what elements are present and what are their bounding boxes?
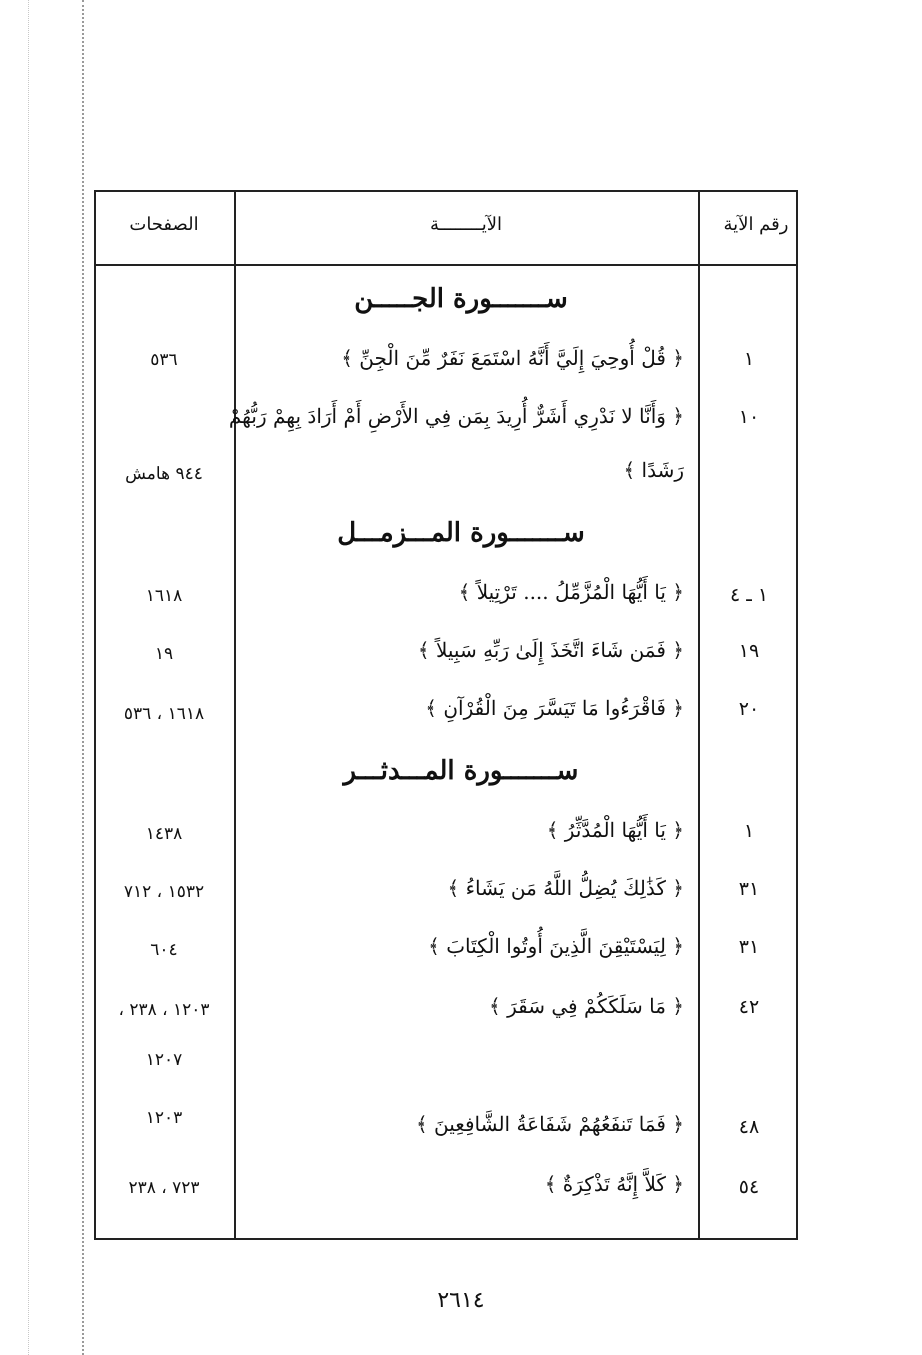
row-9-pages-line2: ١٢٠٧	[145, 1050, 183, 1070]
row-8-number: ٣١	[738, 936, 760, 958]
row-2-ayah-line1: ﴿ وَأَنَّا لا نَدْرِي أَشَرٌّ أُرِيدَ بِمَن فِي الأَرْضِ أَمْ أَرَادَ بِهِمْ رَبُّهُمْ	[228, 404, 684, 428]
row-1-ayah: ﴿ قُلْ أُوحِيَ إِلَيَّ أَنَّهُ اسْتَمَعَ نَفَرٌ مِّنَ الْجِنِّ ﴾	[341, 346, 684, 370]
scan-edge-dots	[82, 0, 84, 1355]
row-3-number: ١ ـ ٤	[729, 584, 769, 606]
row-11-number: ٥٤	[738, 1176, 760, 1198]
scan-edge-dots-outer	[28, 0, 29, 1355]
column-divider-pages	[234, 192, 236, 1238]
header-pages: الصفحات	[129, 214, 199, 235]
header-divider	[96, 264, 796, 266]
row-5-ayah: ﴿ فَاقْرَءُوا مَا تَيَسَّرَ مِنَ الْقُرْآنِ ﴾	[425, 696, 684, 720]
index-table	[94, 190, 798, 1240]
column-divider-number	[698, 192, 700, 1238]
row-1-number: ١	[743, 348, 755, 370]
row-10-pages: ١٢٠٣	[145, 1108, 183, 1128]
row-5-number: ٢٠	[738, 698, 760, 720]
row-9-number: ٤٢	[738, 996, 760, 1018]
row-9-pages-line1: ١٢٠٣ ، ٢٣٨ ،	[118, 1000, 210, 1020]
row-11-ayah: ﴿ كَلاَّ إِنَّهُ تَذْكِرَةٌ ﴾	[544, 1172, 684, 1196]
row-3-pages: ١٦١٨	[145, 586, 183, 606]
surah-title-jinn: ســـــــورة الجـــــن	[354, 284, 568, 314]
surah-title-muzzammil: ســـــــورة المـــزمـــل	[337, 518, 585, 548]
row-4-ayah: ﴿ فَمَن شَاءَ اتَّخَذَ إِلَىٰ رَبِّهِ سَبِيلاً ﴾	[417, 638, 684, 662]
row-6-number: ١	[743, 820, 755, 842]
page-number: ٢٦١٤	[437, 1288, 485, 1313]
row-6-ayah: ﴿ يَا أَيُّهَا الْمُدَّثِّرُ ﴾	[546, 818, 684, 842]
row-2-ayah-line2: رَشَدًا ﴾	[623, 458, 684, 482]
row-10-number: ٤٨	[738, 1116, 760, 1138]
row-6-pages: ١٤٣٨	[145, 824, 183, 844]
row-7-number: ٣١	[738, 878, 760, 900]
row-3-ayah: ﴿ يَا أَيُّهَا الْمُزَّمِّلُ .... تَرْتِيلاً ﴾	[458, 580, 684, 604]
row-8-ayah: ﴿ لِيَسْتَيْقِنَ الَّذِينَ أُوتُوا الْكِتَابَ ﴾	[428, 934, 684, 958]
row-4-pages: ١٩	[154, 644, 174, 664]
row-4-number: ١٩	[738, 640, 760, 662]
row-5-pages: ١٦١٨ ، ٥٣٦	[123, 704, 205, 724]
row-9-ayah: ﴿ مَا سَلَكَكُمْ فِي سَقَرَ ﴾	[489, 994, 684, 1018]
header-ayah: الآيــــــــة	[429, 214, 503, 235]
row-1-pages: ٥٣٦	[150, 350, 178, 370]
row-10-ayah: ﴿ فَمَا تَنفَعُهُمْ شَفَاعَةُ الشَّافِعِينَ ﴾	[415, 1112, 684, 1136]
row-7-pages: ١٥٣٢ ، ٧١٢	[123, 882, 205, 902]
header-ayah-number: رقم الآية	[723, 214, 789, 235]
row-8-pages: ٦٠٤	[150, 940, 178, 960]
row-11-pages: ٧٢٣ ، ٢٣٨	[128, 1178, 200, 1198]
row-2-pages: ٩٤٤ هامش	[125, 464, 203, 484]
row-7-ayah: ﴿ كَذَٰلِكَ يُضِلُّ اللَّهُ مَن يَشَاءُ ﴾	[447, 876, 684, 900]
surah-title-muddaththir: ســـــــورة المـــدثـــر	[343, 756, 579, 786]
row-2-number: ١٠	[738, 406, 760, 428]
